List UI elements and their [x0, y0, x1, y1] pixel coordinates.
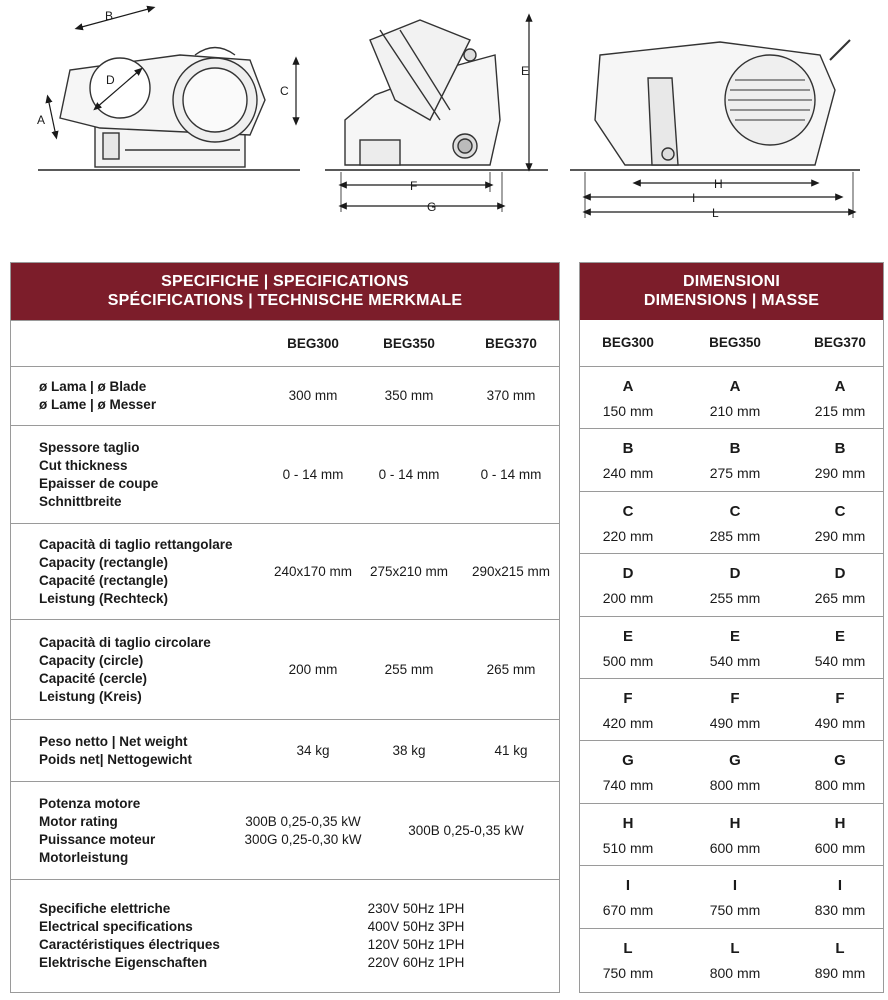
spec-model-beg350: BEG350	[383, 335, 435, 351]
dims-letter: H	[729, 814, 741, 832]
dims-letter: G	[729, 752, 741, 770]
dims-value: 890 mm	[814, 964, 866, 981]
slicer-back-view-drawing	[570, 40, 860, 170]
dims-cell	[710, 687, 761, 735]
dims-cell	[815, 812, 866, 860]
dims-row-c	[580, 491, 883, 553]
dims-letter: F	[623, 689, 633, 707]
dims-letter: E	[834, 627, 846, 645]
dims-cell	[815, 687, 866, 735]
dims-model-beg370: BEG370	[814, 335, 866, 350]
dims-letter: E	[729, 627, 741, 645]
spec-value: 38 kg	[392, 742, 426, 758]
dims-value: 830 mm	[814, 902, 866, 919]
dims-cell	[710, 500, 761, 548]
dims-letter: B	[729, 440, 741, 458]
dims-value: 255 mm	[709, 590, 761, 607]
dims-model-beg300: BEG300	[602, 335, 654, 350]
spec-model-beg370: BEG370	[485, 335, 537, 351]
dims-letter: L	[730, 939, 740, 957]
dims-row-i	[580, 865, 883, 927]
dims-value: 200 mm	[602, 590, 654, 607]
dims-letter: C	[834, 502, 846, 520]
spec-value: 290x215 mm	[471, 563, 551, 579]
dims-value: 150 mm	[602, 403, 654, 419]
dims-letter: D	[729, 565, 741, 583]
dims-letter: E	[622, 627, 634, 645]
dim-letter-I: I	[692, 191, 696, 205]
dims-value: 750 mm	[602, 964, 654, 981]
spec-row-blade	[11, 366, 559, 425]
spec-label-motor-rating: Potenza motore Motor rating Puissance moteur Motorleistung	[39, 795, 156, 865]
dims-value: 215 mm	[814, 403, 866, 419]
dims-cell	[815, 562, 866, 610]
spec-value: 0 - 14 mm	[480, 466, 542, 482]
dims-cell	[710, 874, 761, 922]
dims-value: 500 mm	[602, 652, 654, 669]
specifications-header	[11, 263, 559, 320]
spec-value: 41 kg	[494, 742, 528, 758]
dim-letter-H: H	[714, 177, 723, 191]
dims-cell	[710, 437, 761, 485]
dim-letter-D: D	[106, 73, 115, 87]
dims-value: 750 mm	[709, 902, 761, 919]
dims-cell	[815, 937, 866, 985]
dims-letter: C	[729, 502, 741, 520]
dims-cell	[603, 500, 654, 548]
spec-value: 350 mm	[384, 388, 434, 403]
dims-cell	[710, 937, 761, 985]
dims-cell	[815, 749, 866, 797]
spec-label-cut-thickness: Spessore taglio Cut thickness Epaisser de coupe Schnittbreite	[39, 439, 159, 509]
spec-value: 200 mm	[288, 661, 338, 677]
dims-row-h	[580, 803, 883, 865]
dims-cell	[815, 375, 866, 423]
dims-cell	[603, 812, 654, 860]
dims-value: 240 mm	[602, 465, 654, 482]
dims-letter: H	[834, 814, 846, 832]
dimensions-table	[579, 262, 884, 993]
spec-value: 0 - 14 mm	[378, 466, 440, 482]
dims-value: 420 mm	[602, 714, 654, 731]
specifications-header-line1: SPECIFICHE | SPECIFICATIONS	[161, 273, 409, 290]
spec-row-capacity-rectangle	[11, 523, 559, 619]
dim-letter-C: C	[280, 84, 289, 98]
dims-letter: H	[622, 814, 634, 832]
dims-row-l	[580, 928, 883, 990]
dims-cell	[815, 874, 866, 922]
dims-letter: A	[622, 378, 634, 395]
dims-value: 670 mm	[602, 902, 654, 919]
dims-letter: D	[622, 565, 634, 583]
dims-value: 220 mm	[602, 527, 654, 544]
spec-value: 240x170 mm	[273, 563, 353, 579]
dims-value: 490 mm	[709, 714, 761, 731]
spec-label-electrical: Specifiche elettriche Electrical specifications Caractéristiques électriques Elektrische Eigenschaften	[39, 901, 220, 970]
dims-row-g	[580, 740, 883, 802]
spec-row-cut-thickness	[11, 425, 559, 523]
dims-letter: F	[835, 689, 845, 707]
dimensions-header	[580, 263, 883, 320]
dims-letter: D	[834, 565, 846, 583]
dims-value: 800 mm	[814, 777, 866, 794]
dims-cell	[815, 625, 866, 673]
dims-cell	[603, 437, 654, 485]
dims-value: 600 mm	[814, 839, 866, 856]
dims-letter: F	[730, 689, 740, 707]
dims-letter: C	[622, 502, 634, 520]
spec-row-capacity-circle	[11, 619, 559, 719]
spec-model-beg300: BEG300	[287, 335, 339, 351]
dims-cell	[710, 375, 761, 423]
dimensions-header-line2: DIMENSIONS | MASSE	[643, 292, 820, 309]
dims-row-e	[580, 616, 883, 678]
specifications-header-line2: SPÉCIFICATIONS | TECHNISCHE MERKMALE	[107, 292, 463, 309]
dims-value: 285 mm	[709, 527, 761, 544]
dims-cell	[603, 687, 654, 735]
dims-value: 540 mm	[814, 652, 866, 669]
dims-letter: B	[834, 440, 846, 458]
dims-cell	[710, 625, 761, 673]
dims-row-d	[580, 553, 883, 615]
dims-model-row	[580, 320, 883, 366]
dims-value: 265 mm	[814, 590, 866, 607]
dims-value: 800 mm	[709, 964, 761, 981]
dims-cell	[710, 562, 761, 610]
dim-letter-E: E	[521, 64, 530, 78]
dims-row-b	[580, 428, 883, 490]
dims-value: 275 mm	[709, 465, 761, 482]
specifications-table	[10, 262, 560, 993]
dims-cell	[815, 500, 866, 548]
dims-value: 210 mm	[709, 403, 761, 419]
slicer-side-view-drawing	[38, 48, 300, 171]
dims-letter: I	[837, 877, 843, 895]
dims-row-a	[580, 366, 883, 428]
dims-rows	[580, 366, 883, 990]
dims-value: 800 mm	[709, 777, 761, 794]
dims-value: 740 mm	[602, 777, 654, 794]
dims-cell	[815, 437, 866, 485]
spec-row-motor-rating	[11, 781, 559, 879]
technical-drawings	[0, 0, 888, 235]
dims-model-beg350: BEG350	[709, 335, 761, 350]
dims-cell	[603, 937, 654, 985]
slicer-front-view-drawing	[325, 20, 548, 170]
dims-letter: G	[622, 752, 634, 770]
dims-letter: B	[622, 440, 634, 458]
spec-value: 255 mm	[384, 661, 434, 677]
spec-row-net-weight	[11, 719, 559, 781]
dims-cell	[603, 874, 654, 922]
dims-value: 490 mm	[814, 714, 866, 731]
spec-value: 370 mm	[486, 388, 536, 403]
spec-value: 34 kg	[296, 742, 330, 758]
dims-value: 510 mm	[602, 839, 654, 856]
dims-value: 540 mm	[709, 652, 761, 669]
dims-letter: I	[732, 877, 738, 895]
dims-cell	[603, 375, 654, 423]
dims-row-f	[580, 678, 883, 740]
spec-label-capacity-circle: Capacità di taglio circolare Capacity (circle) Capacité (cercle) Leistung (Kreis)	[39, 634, 211, 704]
spec-value: 300 mm	[288, 388, 338, 403]
dims-letter: L	[623, 939, 633, 957]
spec-value: 265 mm	[486, 661, 536, 677]
dims-letter: A	[729, 378, 741, 395]
spec-value-motor-beg300: 300B 0,25-0,35 kW 300G 0,25-0,30 kW	[244, 813, 362, 847]
spec-value: 275x210 mm	[369, 563, 449, 579]
dims-value: 290 mm	[814, 527, 866, 544]
dim-letter-B: B	[105, 9, 114, 23]
dimensions-header-line1: DIMENSIONI	[682, 273, 781, 290]
dim-letter-A: A	[37, 113, 46, 127]
spec-value-motor-beg350-370: 300B 0,25-0,35 kW	[408, 822, 524, 838]
spec-label-blade: ø Lama | ø Blade ø Lame | ø Messer	[39, 379, 157, 412]
spec-row-electrical	[11, 879, 559, 992]
dims-letter: A	[834, 378, 846, 395]
dims-cell	[603, 625, 654, 673]
dim-letter-L: L	[712, 206, 719, 220]
dim-letter-G: G	[427, 200, 437, 214]
spec-label-net-weight: Peso netto | Net weight Poids net| Nettogewicht	[39, 733, 193, 767]
dims-letter: L	[835, 939, 845, 957]
dims-cell	[603, 562, 654, 610]
dims-cell	[710, 749, 761, 797]
dim-letter-F: F	[410, 179, 418, 193]
dims-value: 290 mm	[814, 465, 866, 482]
dims-value: 600 mm	[709, 839, 761, 856]
dims-letter: G	[834, 752, 846, 770]
dims-cell	[710, 812, 761, 860]
dims-cell	[603, 749, 654, 797]
spec-value-electrical: 230V 50Hz 1PH 400V 50Hz 3PH 120V 50Hz 1PH 220V 60Hz 1PH	[367, 901, 465, 970]
spec-value: 0 - 14 mm	[282, 466, 344, 482]
spec-label-capacity-rectangle: Capacità di taglio rettangolare Capacity (rectangle) Capacité (rectangle) Leistung (Rechteck)	[39, 536, 233, 606]
dims-letter: I	[625, 877, 631, 895]
spec-model-row	[11, 320, 559, 366]
